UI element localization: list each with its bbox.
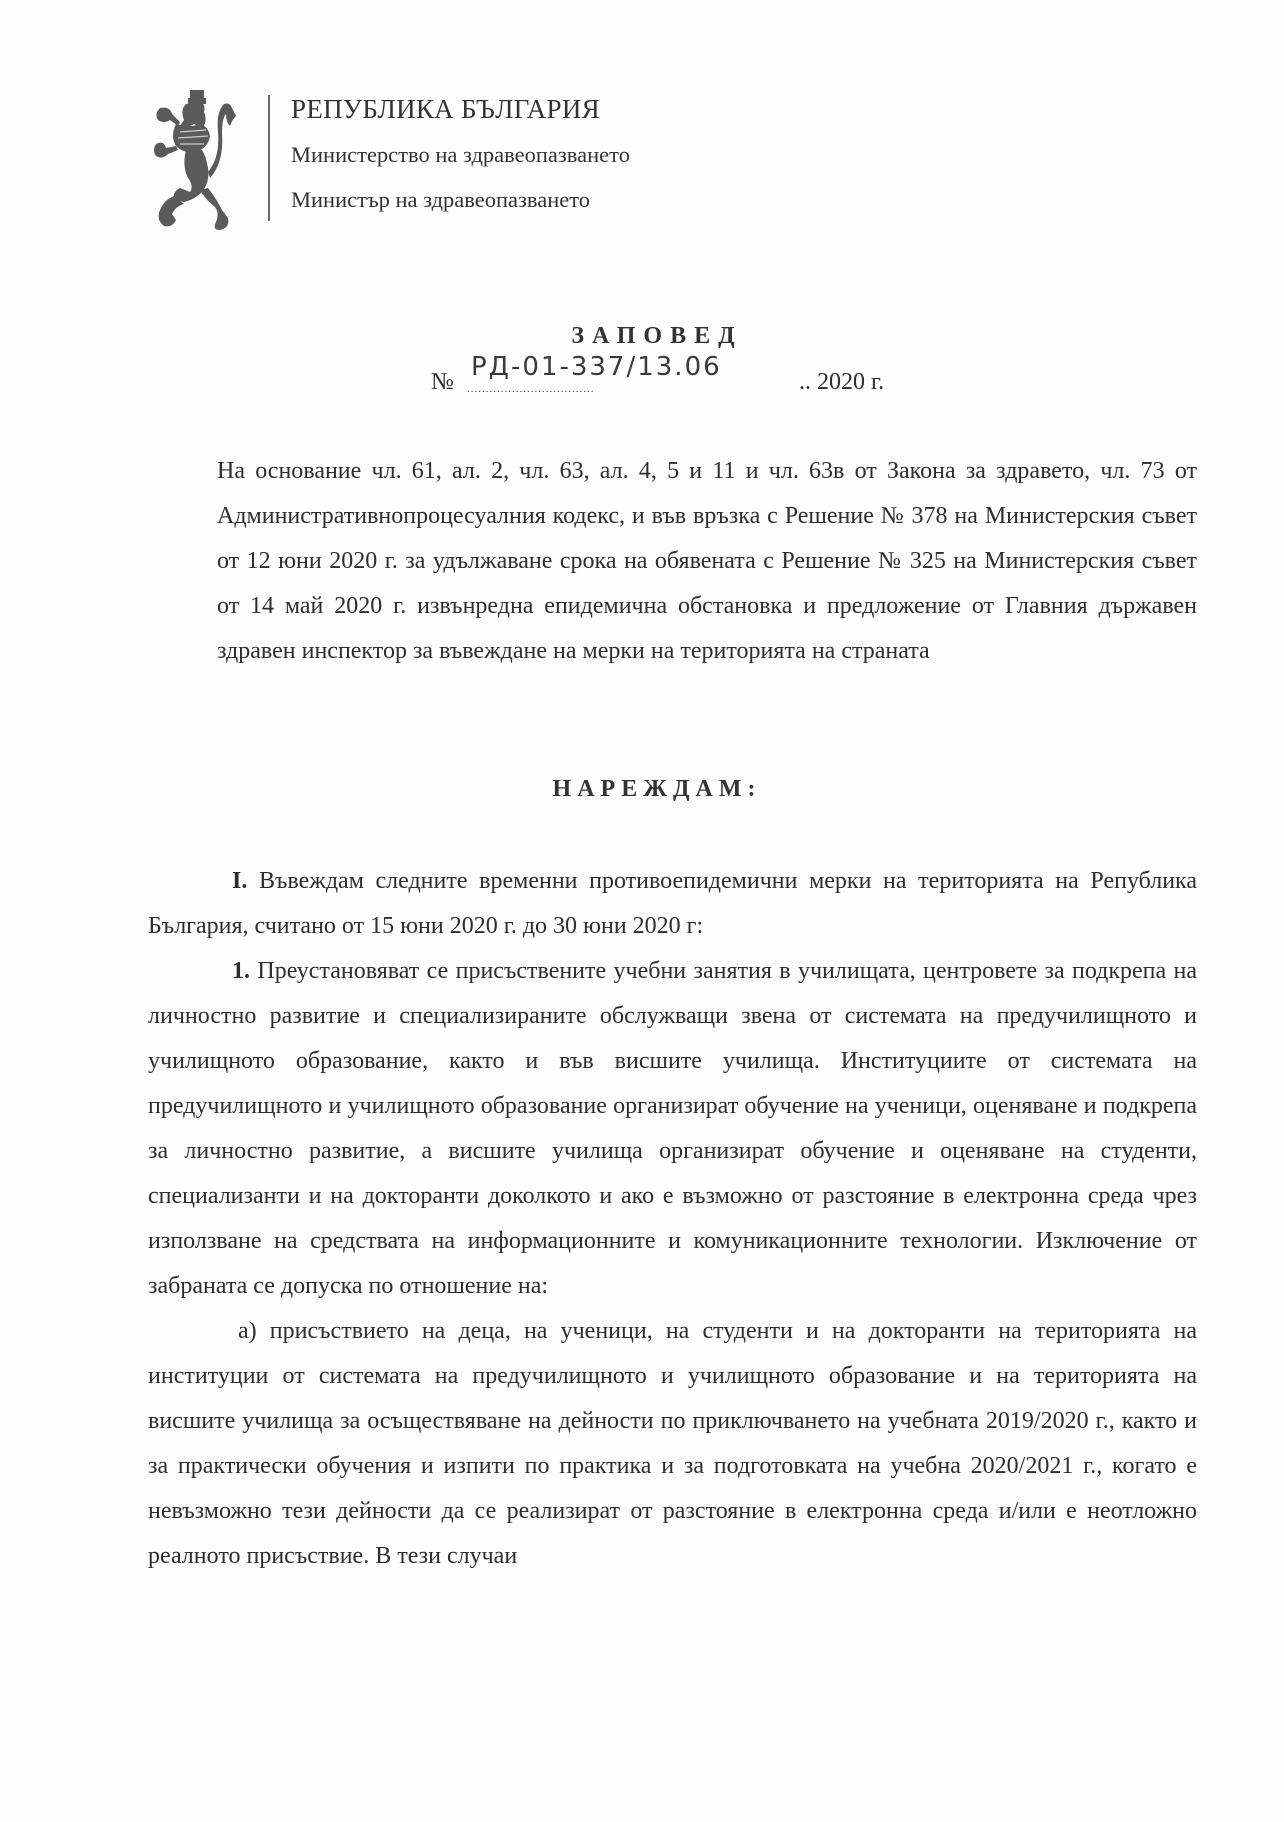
order-year: .. 2020 г. — [799, 369, 885, 395]
section-number: а) — [238, 1318, 257, 1344]
number-sign: № — [431, 369, 454, 395]
order-number-line — [431, 352, 901, 402]
section-text: Въвеждам следните временни противоепидемични мерки на територията на Република България, считано от 15 юни 2020 г. до 30 юни 2020 г: — [148, 868, 1198, 939]
section-item — [148, 1309, 1197, 1579]
country-name: РЕПУБЛИКА БЪЛГАРИЯ — [291, 94, 600, 124]
order-title: ЗАПОВЕД — [571, 323, 743, 349]
command-heading: НАРЕЖДАМ: — [552, 776, 762, 802]
ministry-name: Министерство на здравеопазването — [291, 142, 630, 167]
order-body — [148, 859, 1197, 1579]
section-number: 1. — [232, 958, 250, 984]
minister-title: Министър на здравеопазването — [291, 187, 591, 212]
section-item — [148, 949, 1197, 1309]
section-number: I. — [232, 868, 248, 894]
section-item — [148, 859, 1197, 949]
handwritten-order-number: РД-01-337/13.06 — [471, 352, 722, 382]
section-text: Преустановяват се присъствените учебни занятия в училищата, центровете за подкрепа на личностно развитие и специализираните обслужващи звена от системата на предучилищното и училищното образование, както и във висшите училища. Институциите от системата на предучилищното и училищното образование организират обучение на ученици, оценяване и подкрепа за личностно развитие, а висшите училища организират обучение и оценяване на студенти, специализанти и на докторанти доколкото и ако е възможно от разстояние в електронна среда чрез използване на средствата на информационните и комуникационните технологии. Изключение от забраната се допуска по отношение на: — [148, 958, 1198, 1299]
coat-of-arms-lion-icon — [150, 88, 240, 234]
number-dotted-line: .................................. — [467, 383, 595, 395]
header-divider — [268, 95, 270, 221]
section-text: присъствието на деца, на ученици, на студенти и на докторанти на територията на институции от системата на предучилищното и училищното образование и на територията на висшите училища за осъществяване на дейности по приключването на учебната 2019/2020 г., както и за практически обучения и изпити по практика и за подготовката на учебна 2020/2021 г., когато е невъзможно тези дейности да се реализират от разстояние в електронна среда и/или е неотложно реалното присъствие. В тези случаи — [148, 1318, 1198, 1569]
preamble-paragraph: На основание чл. 61, ал. 2, чл. 63, ал. 4, 5 и 11 и чл. 63в от Закона за здравето, чл. 73 от Административнопроцесуалния кодекс, и във връзка с Решение № 378 на Министерския съвет от 12 юни 2020 г. за удължаване срока на обявената с Решение № 325 на Министерския съвет от 14 май 2020 г. извънредна епидемична обстановка и предложение от Главния държавен здравен инспектор за въвеждане на мерки на територията на страната — [217, 458, 1197, 664]
